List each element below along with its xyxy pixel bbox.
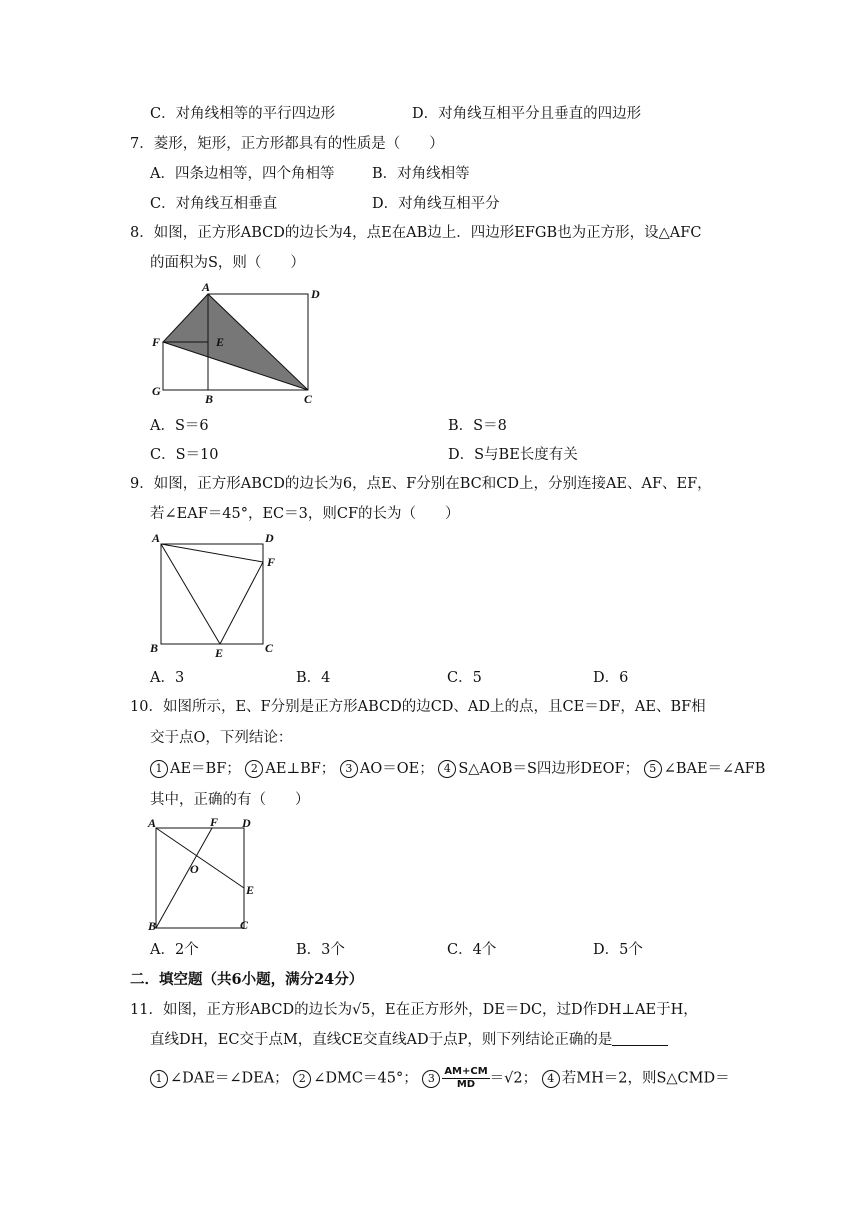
- q8-stem-line2: 的面积为S，则（ ）: [150, 255, 305, 271]
- q10-label-b: B: [148, 919, 157, 933]
- q9-option-b: B．4: [296, 670, 331, 686]
- q9-option-c: C．5: [447, 670, 482, 686]
- q9-option-a: A．3: [150, 670, 185, 686]
- q8-option-a: A．S＝6: [150, 418, 209, 434]
- q9-label-d: D: [265, 531, 274, 545]
- q8-label-f: F: [152, 335, 161, 349]
- q8-label-a: A: [202, 280, 211, 294]
- q9-label-c: C: [265, 641, 274, 655]
- q10-conclusion-5: ∠BAE＝∠AFB: [663, 761, 766, 777]
- q11-stem-line2-row: [150, 1030, 668, 1050]
- q10-figure: [144, 814, 274, 934]
- q9-label-b: B: [150, 641, 159, 655]
- q10-stem-line2: 交于点O，下列结论：: [150, 730, 293, 746]
- q8-stem-line1: 8．如图，正方形ABCD的边长为4，点E在AB边上．四边形EFGB也为正方形，设△AFC: [130, 225, 702, 241]
- q9-figure: [146, 530, 286, 660]
- q7-option-d: D．对角线互相平分: [372, 196, 500, 212]
- q10-option-a: A．2个: [150, 942, 199, 958]
- q10-stem-line1: 10．如图所示，E、F分别是正方形ABCD的边CD、AD上的点，且CE＝DF，AE、BF相: [130, 699, 706, 715]
- q8-option-b: B．S＝8: [448, 418, 507, 434]
- q9-label-f: F: [267, 555, 276, 569]
- q11-stem-line2: 直线DH，EC交于点M，直线CE交直线AD于点P，则下列结论正确的是: [150, 1032, 613, 1048]
- q10-conclusion-4: S△AOB＝S四边形DEOF；: [458, 761, 640, 777]
- q8-label-c: C: [304, 392, 313, 406]
- circled-number-5: 5: [644, 760, 662, 778]
- q9-label-a: A: [152, 531, 161, 545]
- q6-option-c: C．对角线相等的平行四边形: [150, 106, 336, 122]
- circled-number-3: 3: [422, 1070, 440, 1088]
- q10-label-o: O: [190, 862, 199, 876]
- q9-stem-line2: 若∠EAF＝45°，EC＝3，则CF的长为（ ）: [150, 506, 460, 522]
- q11-fraction-denominator: MD: [456, 1079, 476, 1090]
- q7-option-a: A．四条边相等，四个角相等: [150, 166, 335, 182]
- section-heading-fill-in: 二．填空题（共6小题，满分24分）: [130, 971, 364, 988]
- circled-number-1: 1: [150, 760, 168, 778]
- q8-label-d: D: [311, 287, 320, 301]
- q10-label-c: C: [240, 918, 249, 932]
- circled-number-4: 4: [438, 760, 456, 778]
- q10-option-b: B．3个: [296, 942, 345, 958]
- q8-label-g: G: [152, 384, 161, 398]
- q11-stem-line1: 11．如图，正方形ABCD的边长为√5，E在正方形外，DE＝DC，过D作DH⊥AE于H，: [130, 1002, 698, 1018]
- q8-option-d: D．S与BE长度有关: [448, 447, 578, 463]
- q8-label-b: B: [205, 392, 214, 406]
- q11-conclusions: [150, 1066, 730, 1091]
- q9-stem-line1: 9．如图，正方形ABCD的边长为6，点E、F分别在BC和CD上，分别连接AE、AF、EF，: [130, 476, 712, 492]
- q10-label-a: A: [148, 816, 157, 830]
- q10-label-d: D: [242, 816, 251, 830]
- circled-number-2: 2: [293, 1070, 311, 1088]
- circled-number-2: 2: [245, 760, 263, 778]
- q7-stem: 7．菱形，矩形，正方形都具有的性质是（ ）: [130, 136, 444, 152]
- q10-option-c: C．4个: [447, 942, 497, 958]
- q11-fraction: [442, 1066, 489, 1091]
- q7-option-b: B．对角线相等: [372, 166, 470, 182]
- q10-conclusion-1: AE＝BF；: [170, 761, 241, 777]
- circled-number-3: 3: [340, 760, 358, 778]
- q10-conclusion-2: AE⊥BF；: [265, 761, 336, 777]
- q11-conclusion-1: ∠DAE＝∠DEA；: [170, 1070, 289, 1087]
- q11-conclusion-3-rhs: ＝√2；: [489, 1070, 538, 1087]
- q10-stem-line4: 其中，正确的有（ ）: [150, 792, 310, 808]
- q11-fraction-numerator: AM+CM: [444, 1066, 488, 1077]
- q8-option-c: C．S＝10: [150, 447, 219, 463]
- q7-option-c: C．对角线互相垂直: [150, 196, 278, 212]
- q10-label-e: E: [246, 883, 255, 897]
- q6-option-d: D．对角线互相平分且垂直的四边形: [412, 106, 642, 122]
- q10-label-f: F: [210, 815, 219, 829]
- q11-conclusion-4: 若MH＝2，则S△CMD＝: [561, 1070, 730, 1087]
- q11-conclusion-2: ∠DMC＝45°；: [313, 1070, 418, 1087]
- q9-label-e: E: [215, 646, 224, 660]
- q10-conclusions: [150, 759, 765, 779]
- q9-option-d: D．6: [593, 670, 629, 686]
- q8-label-e: E: [216, 335, 225, 349]
- q10-option-d: D．5个: [593, 942, 643, 958]
- circled-number-1: 1: [150, 1070, 168, 1088]
- circled-number-4: 4: [542, 1070, 560, 1088]
- q8-figure: [148, 280, 328, 410]
- q10-conclusion-3: AO＝OE；: [359, 761, 434, 777]
- answer-blank: [612, 1031, 668, 1046]
